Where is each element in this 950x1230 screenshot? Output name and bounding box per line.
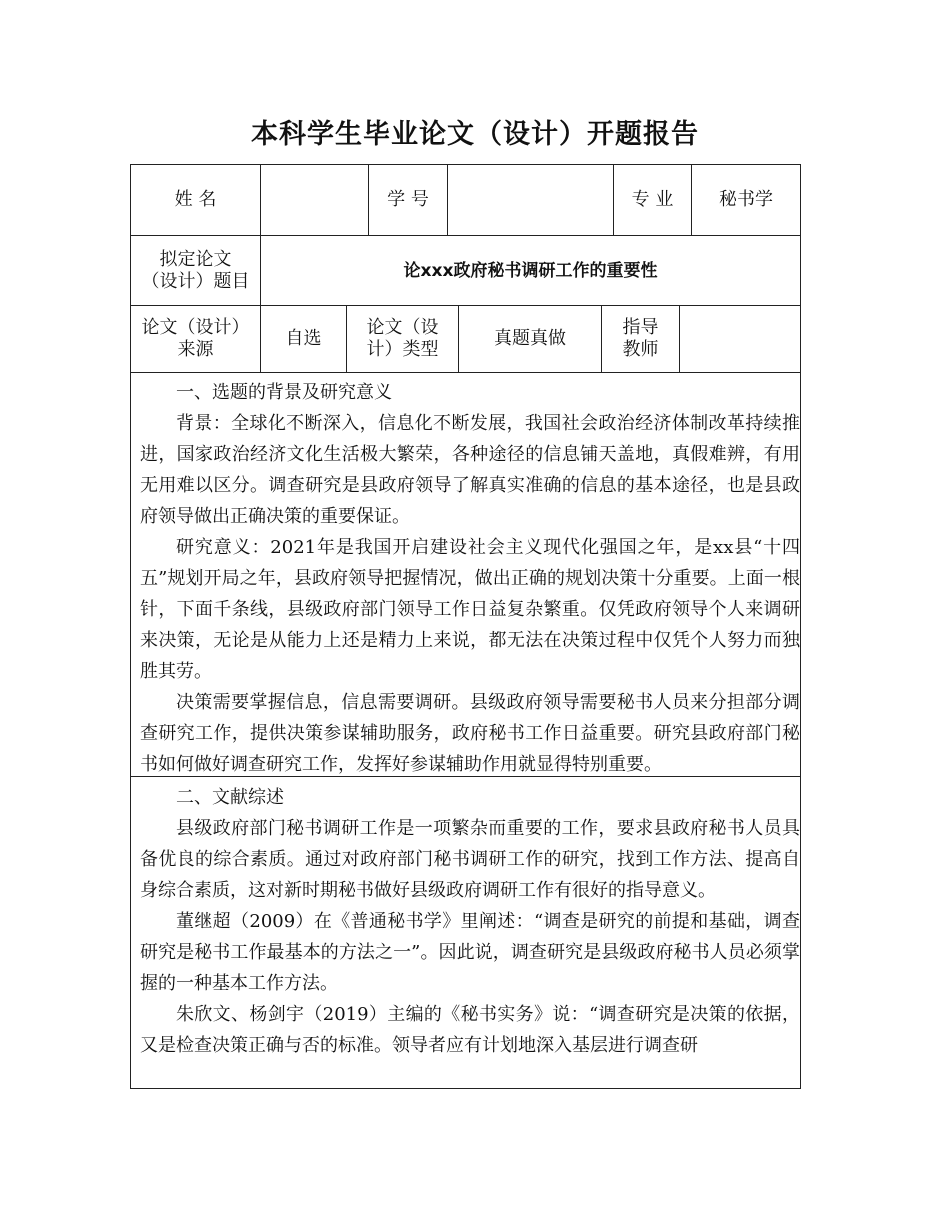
background-section — [140, 377, 800, 780]
student-id-value[interactable] — [448, 165, 613, 235]
name-value[interactable] — [261, 165, 368, 235]
type-label-line2: 计）类型 — [366, 339, 439, 360]
advisor-label-line2: 教师 — [622, 339, 659, 360]
advisor-label — [602, 306, 679, 372]
source-value: 自选 — [285, 328, 322, 349]
type-value: 真题真做 — [494, 328, 566, 349]
table-rule — [800, 164, 801, 1089]
literature-review-section — [140, 782, 800, 1087]
thesis-topic: 论xxx政府秘书调研工作的重要性 — [403, 260, 658, 281]
paragraph: 背景：全球化不断深入，信息化不断发展，我国社会政治经济体制改革持续推进，国家政治经济文化生活极大繁荣，各种途径的信息铺天盖地，真假难辨，有用无用难以区分。调查研究是县政府领导了解真实准确的信息的基本途径，也是县政府领导做出正确决策的重要保证。 — [140, 413, 800, 527]
topic-label — [131, 236, 260, 305]
source-label — [131, 306, 260, 372]
table-rule — [130, 372, 801, 373]
source-label-line2: 来源 — [177, 339, 214, 360]
paragraph: 朱欣文、杨剑宇（2019）主编的《秘书实务》说：“调查研究是决策的依据，又是检查决策正确与否的标准。领导者应有计划地深入基层进行调查研 — [140, 1004, 800, 1056]
type-label — [347, 306, 458, 372]
section-heading: 二、文献综述 — [176, 787, 284, 808]
paragraph: 董继超（2009）在《普通秘书学》里阐述：“调查是研究的前提和基础，调查研究是秘书工作最基本的方法之一”。因此说，调查研究是县级政府秘书人员必须掌握的一种基本工作方法。 — [140, 911, 800, 994]
paragraph: 县级政府部门秘书调研工作是一项繁杂而重要的工作，要求县政府秘书人员具备优良的综合素质。通过对政府部门秘书调研工作的研究，找到工作方法、提高自身综合素质，这对新时期秘书做好县级政府调研工作有很好的指导意义。 — [140, 818, 800, 901]
major-value: 秘书学 — [719, 189, 773, 210]
source-label-line1: 论文（设计） — [141, 317, 250, 338]
topic-label-line2: （设计）题目 — [141, 270, 250, 292]
type-label-line1: 论文（设 — [366, 317, 439, 338]
paragraph: 决策需要掌握信息，信息需要调研。县级政府领导需要秘书人员来分担部分调查研究工作，提供决策参谋辅助服务，政府秘书工作日益重要。研究县政府部门秘书如何做好调查研究工作，发挥好参谋辅助作用就显得特别重要。 — [140, 692, 800, 775]
major-label: 专 业 — [631, 189, 674, 210]
name-label: 姓 名 — [174, 189, 217, 210]
advisor-value[interactable] — [680, 306, 800, 372]
report-title: 本科学生毕业论文（设计）开题报告 — [251, 119, 699, 150]
table-rule — [130, 1088, 801, 1089]
student-id-label: 学 号 — [387, 189, 429, 210]
paragraph: 研究意义：2021年是我国开启建设社会主义现代化强国之年，是xx县“十四五”规划开局之年，县政府领导把握情况，做出正确的规划决策十分重要。上面一根针，下面千条线，县级政府部门领导工作日益复杂繁重。仅凭政府领导个人来调研来决策，无论是从能力上还是精力上来说，都无法在决策过程中仅凭个人努力而独胜其劳。 — [140, 537, 800, 682]
section-heading: 一、选题的背景及研究意义 — [176, 382, 392, 403]
topic-label-line1: 拟定论文 — [159, 248, 232, 270]
advisor-label-line1: 指导 — [622, 317, 659, 338]
